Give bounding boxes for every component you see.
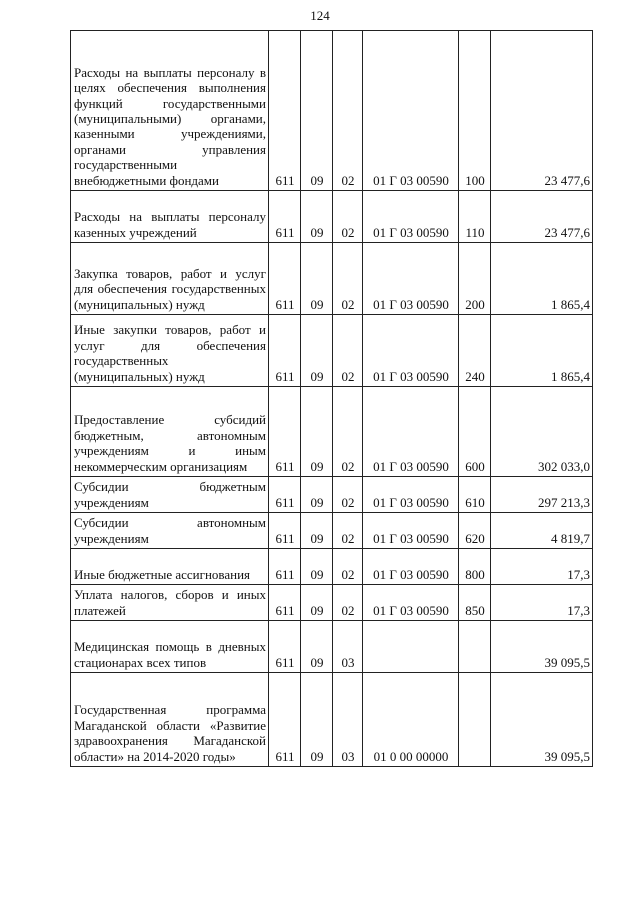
subsection-code: 02 [333, 387, 363, 477]
section-code: 09 [301, 31, 333, 191]
section-code: 09 [301, 243, 333, 315]
subsection-code: 02 [333, 513, 363, 549]
ministry-code: 611 [269, 673, 301, 767]
section-code: 09 [301, 673, 333, 767]
target-article-code [363, 621, 459, 673]
ministry-code: 611 [269, 243, 301, 315]
section-code: 09 [301, 549, 333, 585]
expense-name: Медицинская помощь в дневных стационарах всех типов [71, 621, 269, 673]
ministry-code: 611 [269, 477, 301, 513]
amount: 17,3 [491, 549, 593, 585]
target-article-code: 01 0 00 00000 [363, 673, 459, 767]
ministry-code: 611 [269, 191, 301, 243]
target-article-code: 01 Г 03 00590 [363, 387, 459, 477]
table-row [71, 315, 593, 387]
target-article-code: 01 Г 03 00590 [363, 513, 459, 549]
table-row [71, 585, 593, 621]
section-code: 09 [301, 315, 333, 387]
expense-name: Иные бюджетные ассигнования [71, 549, 269, 585]
subsection-code: 02 [333, 31, 363, 191]
section-code: 09 [301, 513, 333, 549]
amount: 1 865,4 [491, 243, 593, 315]
target-article-code: 01 Г 03 00590 [363, 191, 459, 243]
expense-name: Расходы на выплаты персоналу казенных учреждений [71, 191, 269, 243]
expense-type-code: 240 [459, 315, 491, 387]
target-article-code: 01 Г 03 00590 [363, 585, 459, 621]
table-row [71, 513, 593, 549]
amount: 17,3 [491, 585, 593, 621]
target-article-code: 01 Г 03 00590 [363, 243, 459, 315]
table-row [71, 477, 593, 513]
expense-type-code: 600 [459, 387, 491, 477]
subsection-code: 02 [333, 191, 363, 243]
amount: 1 865,4 [491, 315, 593, 387]
expense-type-code: 850 [459, 585, 491, 621]
amount: 23 477,6 [491, 191, 593, 243]
expense-type-code: 800 [459, 549, 491, 585]
expense-type-code [459, 621, 491, 673]
table-row [71, 191, 593, 243]
subsection-code: 02 [333, 585, 363, 621]
table-row [71, 243, 593, 315]
table-row [71, 387, 593, 477]
ministry-code: 611 [269, 315, 301, 387]
table-row [71, 549, 593, 585]
section-code: 09 [301, 191, 333, 243]
ministry-code: 611 [269, 31, 301, 191]
expense-name: Иные закупки товаров, работ и услуг для обеспечения государственных (муниципальных) нужд [71, 315, 269, 387]
expense-type-code: 110 [459, 191, 491, 243]
expense-name: Уплата налогов, сборов и иных платежей [71, 585, 269, 621]
target-article-code: 01 Г 03 00590 [363, 549, 459, 585]
table-row [71, 31, 593, 191]
section-code: 09 [301, 387, 333, 477]
ministry-code: 611 [269, 585, 301, 621]
ministry-code: 611 [269, 387, 301, 477]
section-code: 09 [301, 477, 333, 513]
amount: 297 213,3 [491, 477, 593, 513]
expense-type-code: 610 [459, 477, 491, 513]
expense-name: Субсидии бюджетным учреждениям [71, 477, 269, 513]
table-row [71, 621, 593, 673]
expense-name: Расходы на выплаты персоналу в целях обеспечения выполнения функций государственными (муниципальными) органами, казенными учреждениями, органами управления государственными внебюджетными фондами [71, 31, 269, 191]
expense-name: Предоставление субсидий бюджетным, автономным учреждениям и иным некоммерческим организациям [71, 387, 269, 477]
budget-table [70, 30, 593, 767]
subsection-code: 02 [333, 549, 363, 585]
page-number: 124 [310, 8, 330, 23]
amount: 4 819,7 [491, 513, 593, 549]
expense-type-code: 620 [459, 513, 491, 549]
section-code: 09 [301, 621, 333, 673]
amount: 302 033,0 [491, 387, 593, 477]
subsection-code: 02 [333, 477, 363, 513]
expense-name: Закупка товаров, работ и услуг для обеспечения государственных (муниципальных) нужд [71, 243, 269, 315]
target-article-code: 01 Г 03 00590 [363, 315, 459, 387]
expense-name: Субсидии автономным учреждениям [71, 513, 269, 549]
subsection-code: 02 [333, 315, 363, 387]
subsection-code: 03 [333, 621, 363, 673]
expense-type-code [459, 673, 491, 767]
amount: 23 477,6 [491, 31, 593, 191]
ministry-code: 611 [269, 549, 301, 585]
target-article-code: 01 Г 03 00590 [363, 477, 459, 513]
expense-type-code: 200 [459, 243, 491, 315]
amount: 39 095,5 [491, 621, 593, 673]
expense-name: Государственная программа Магаданской области «Развитие здравоохранения Магаданской области» на 2014-2020 годы» [71, 673, 269, 767]
expense-type-code: 100 [459, 31, 491, 191]
section-code: 09 [301, 585, 333, 621]
subsection-code: 03 [333, 673, 363, 767]
subsection-code: 02 [333, 243, 363, 315]
ministry-code: 611 [269, 621, 301, 673]
amount: 39 095,5 [491, 673, 593, 767]
target-article-code: 01 Г 03 00590 [363, 31, 459, 191]
table-row [71, 673, 593, 767]
ministry-code: 611 [269, 513, 301, 549]
